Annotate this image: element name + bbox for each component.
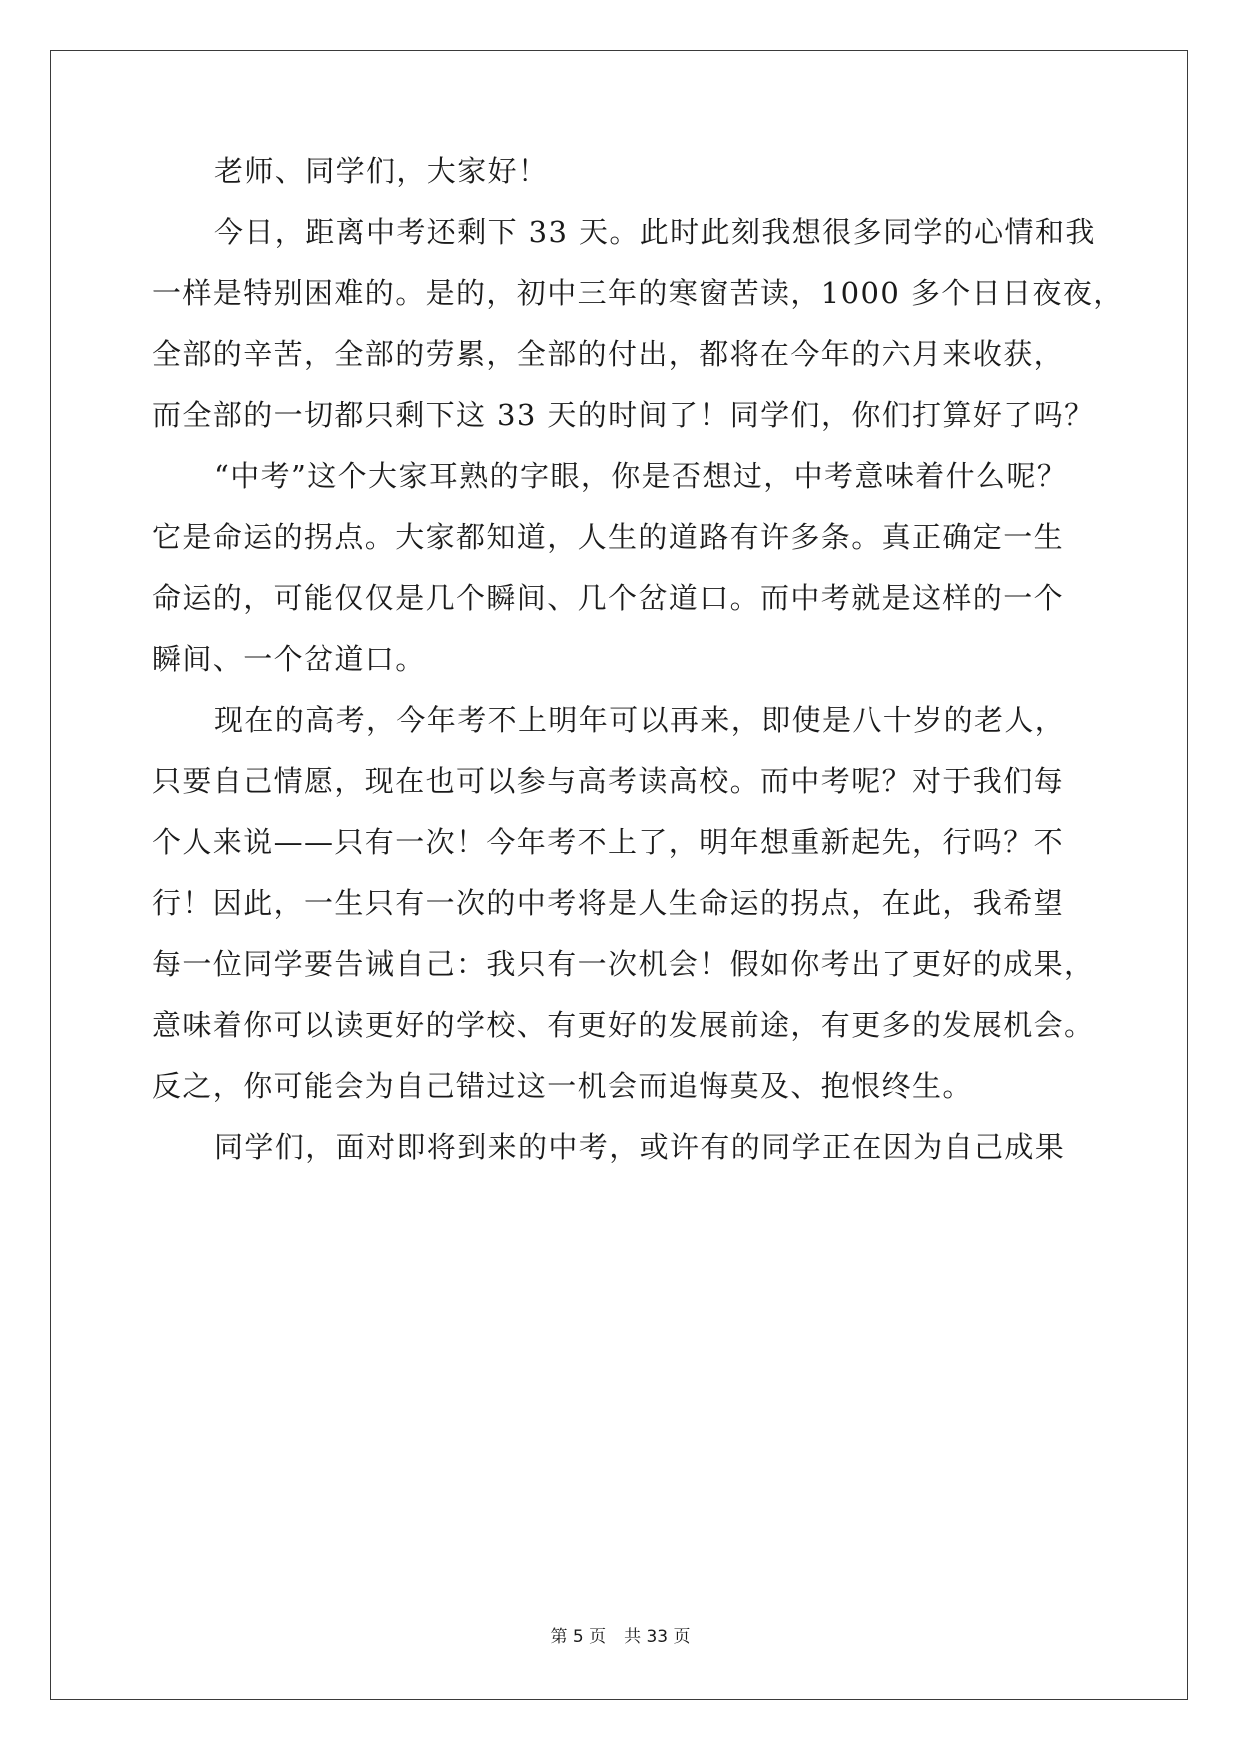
total-pages: 共 33 页 xyxy=(624,1627,691,1647)
paragraph-line: 只要自己情愿，现在也可以参与高考读高校。而中考呢？对于我们每 xyxy=(152,764,1065,798)
paragraph-line: 同学们，面对即将到来的中考，或许有的同学正在因为自己成果 xyxy=(214,1130,1066,1164)
paragraph-line: 今日，距离中考还剩下 33 天。此时此刻我想很多同学的心情和我 xyxy=(214,215,1096,249)
paragraph-line: 它是命运的拐点。大家都知道，人生的道路有许多条。真正确定一生 xyxy=(152,520,1065,554)
paragraph-line: 而全部的一切都只剩下这 33 天的时间了！同学们，你们打算好了吗？ xyxy=(152,398,1095,432)
paragraph-line: 命运的，可能仅仅是几个瞬间、几个岔道口。而中考就是这样的一个 xyxy=(152,581,1065,615)
page-footer xyxy=(0,1626,1241,1648)
paragraph-line: “中考”这个大家耳熟的字眼，你是否想过，中考意味着什么呢？ xyxy=(214,459,1068,493)
page-number: 第 5 页 xyxy=(550,1627,607,1647)
paragraph-line: 瞬间、一个岔道口。 xyxy=(152,642,426,676)
paragraph-line: 反之，你可能会为自己错过这一机会而追悔莫及、抱恨终生。 xyxy=(152,1069,973,1103)
paragraph-line: 老师、同学们，大家好！ xyxy=(214,154,549,188)
paragraph-line: 一样是特别困难的。是的，初中三年的寒窗苦读，1000 多个日日夜夜， xyxy=(152,276,1124,310)
paragraph-line: 每一位同学要告诫自己：我只有一次机会！假如你考出了更好的成果， xyxy=(152,947,1095,981)
paragraph-line: 现在的高考，今年考不上明年可以再来，即使是八十岁的老人， xyxy=(214,703,1066,737)
paragraph-line: 行！因此，一生只有一次的中考将是人生命运的拐点，在此，我希望 xyxy=(152,886,1065,920)
paragraph-line: 意味着你可以读更好的学校、有更好的发展前途，有更多的发展机会。 xyxy=(152,1008,1095,1042)
paragraph-line: 个人来说——只有一次！今年考不上了，明年想重新起先，行吗？不 xyxy=(152,825,1065,859)
paragraph-line: 全部的辛苦，全部的劳累，全部的付出，都将在今年的六月来收获， xyxy=(152,337,1065,371)
